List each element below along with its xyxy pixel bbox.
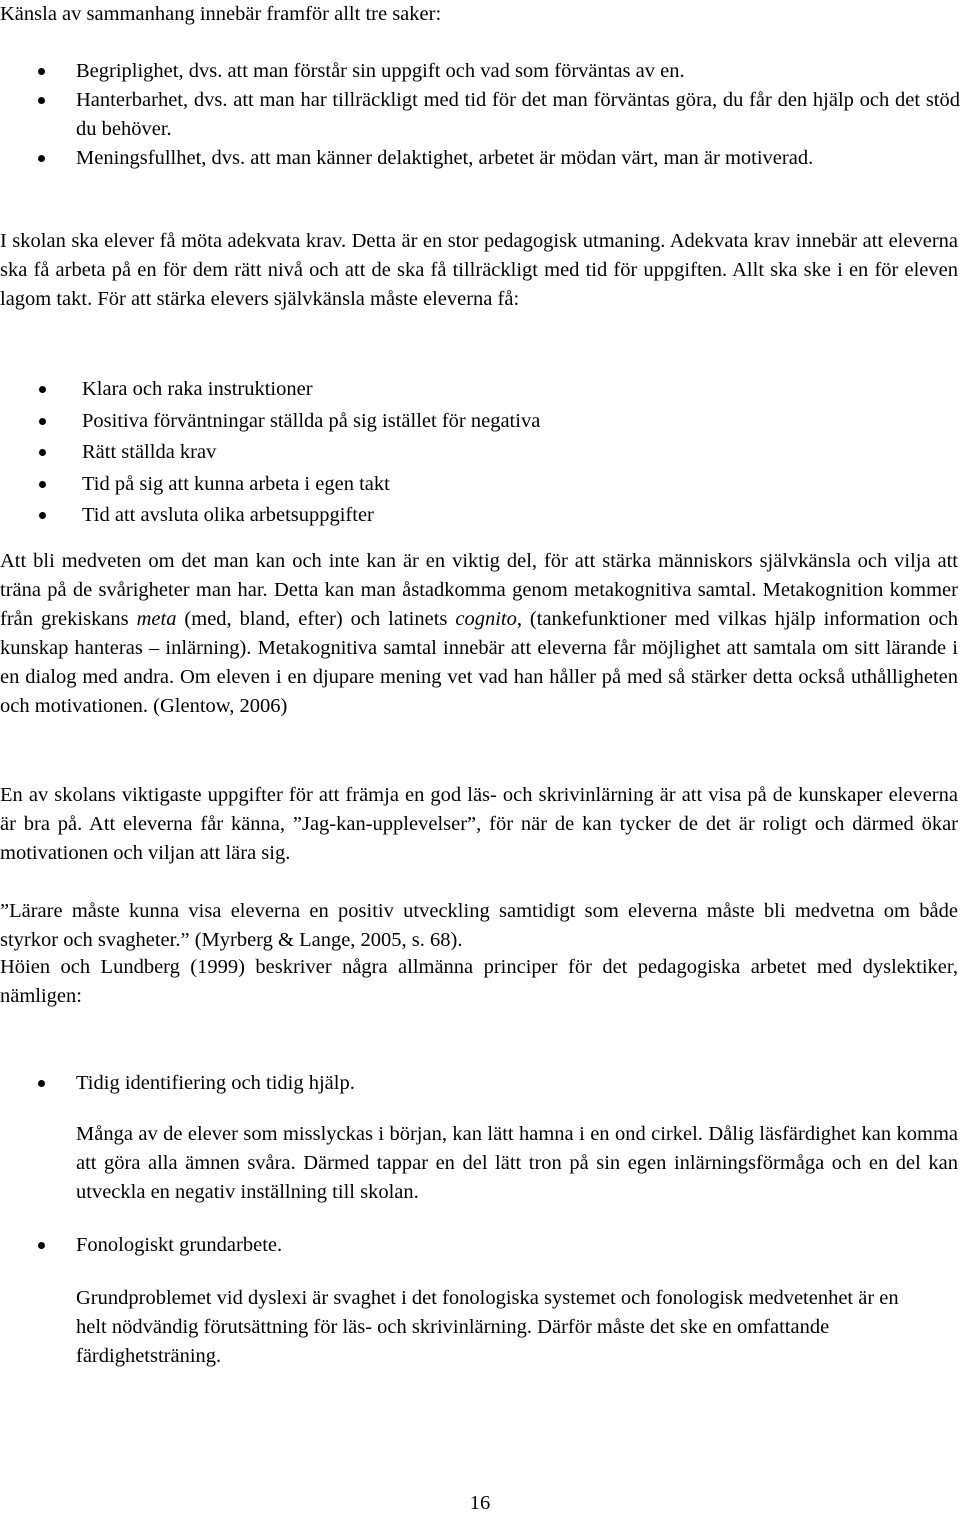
list-item: Fonologiskt grundarbete.: [76, 1231, 960, 1260]
bullet-icon: [38, 1080, 45, 1087]
sense-of-coherence-list: [76, 57, 960, 173]
list-item: Tid att avsluta olika arbetsuppgifter: [82, 500, 782, 532]
self-esteem-list: [82, 374, 782, 532]
paragraph-quote: ”Lärare måste kunna visa eleverna en positiv utveckling samtidigt som eleverna måste bli medvetna om både styrkor och svagheter.” (Myrberg & Lange, 2005, s. 68).: [0, 900, 958, 951]
principle-list-early: [76, 1069, 960, 1098]
paragraph-adequate-demands: I skolan ska elever få möta adekvata krav. Detta är en stor pedagogisk utmaning. Adekvata krav innebär att eleverna ska få arbeta på en för dem rätt nivå och att de ska få tillräckligt med tid för uppgiften. Allt ska ske i en för eleven lagom takt. För att stärka elevers självkänsla måste eleverna få:: [0, 230, 958, 310]
list-item: Rätt ställda krav: [82, 437, 782, 469]
list-item: Meningsfullhet, dvs. att man känner delaktighet, arbetet är mödan värt, man är motiverad.: [76, 144, 960, 173]
bullet-icon: [38, 97, 45, 104]
intro-text: Känsla av sammanhang innebär framför allt tre saker:: [0, 3, 442, 25]
list-item: Klara och raka instruktioner: [82, 374, 782, 406]
page-number: 16: [469, 1492, 491, 1514]
bullet-icon: [39, 418, 46, 425]
paragraph-early-help: Många av de elever som misslyckas i början, kan lätt hamna i en ond cirkel. Dålig läsfärdighet kan komma att göra alla ämnen svåra. Därmed tappar en del lätt tron på sin egen inlärningsförmåga och en del kan utveckla en negativ inställning till skolan.: [76, 1123, 958, 1203]
list-item: Begriplighet, dvs. att man förstår sin uppgift och vad som förväntas av en.: [76, 57, 960, 86]
list-item: Hanterbarhet, dvs. att man har tillräckligt med tid för det man förväntas göra, du får den hjälp och det stöd du behöver.: [76, 86, 960, 144]
paragraph-phonology: Grundproblemet vid dyslexi är svaghet i det fonologiska systemet och fonologisk medvetenhet är en helt nödvändig förutsättning för läs- och skrivinlärning. Därför måste det ske en omfattande färdighetsträning.: [76, 1287, 899, 1367]
bullet-icon: [38, 155, 45, 162]
bullet-icon: [39, 512, 46, 519]
paragraph-metacognition: Att bli medveten om det man kan och inte kan är en viktig del, för att stärka människors självkänsla och vilja att träna på de svårigheter man har. Detta kan man åstadkomma genom metakognitiva samtal. Metakognition kommer från grekiskans meta (med, bland, efter) och latinets cognito, (tankefunktioner med vilkas hjälp information och kunskap hanteras – inlärning). Metakognitiva samtal innebär att eleverna får möjlighet att samtala om sitt lärande i en dialog med andra. Om eleven i en djupare mening vet vad han håller på med så stärker detta också uthålligheten och motivationen. (Glentow, 2006): [0, 550, 958, 717]
list-item: Tidig identifiering och tidig hjälp.: [76, 1069, 960, 1098]
bullet-icon: [39, 386, 46, 393]
paragraph-principles: Höien och Lundberg (1999) beskriver några allmänna principer för det pedagogiska arbetet med dyslektiker, nämligen:: [0, 956, 958, 1007]
list-item: Positiva förväntningar ställda på sig istället för negativa: [82, 406, 782, 438]
bullet-icon: [38, 1242, 45, 1249]
list-item: Tid på sig att kunna arbeta i egen takt: [82, 469, 782, 501]
bullet-icon: [39, 481, 46, 488]
principle-list-phonology: [76, 1231, 960, 1260]
bullet-icon: [38, 68, 45, 75]
paragraph-school-tasks: En av skolans viktigaste uppgifter för att främja en god läs- och skrivinlärning är att visa på de kunskaper eleverna är bra på. Att eleverna får känna, ”Jag-kan-upplevelser”, för när de kan tycker de det är roligt och därmed ökar motivationen och viljan att lära sig.: [0, 784, 958, 864]
bullet-icon: [39, 449, 46, 456]
